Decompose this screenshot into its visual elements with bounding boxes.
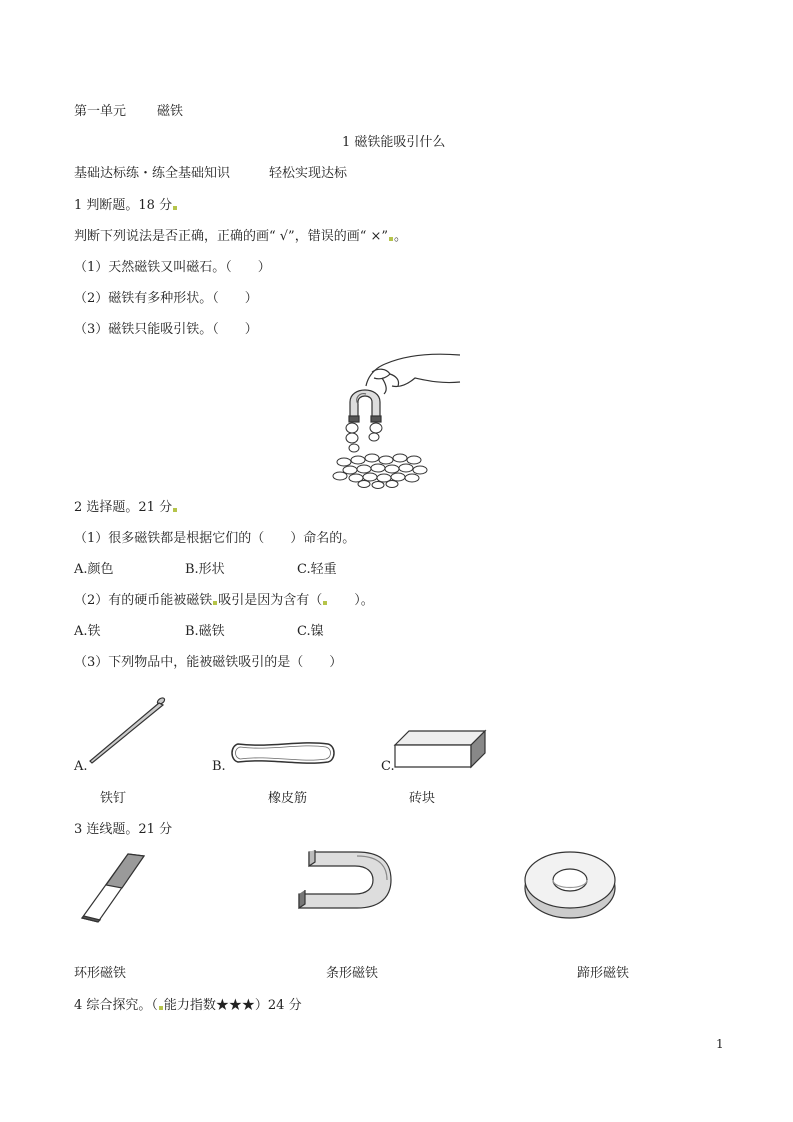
- q2-s1-stem: （1）很多磁铁都是根据它们的（ ）命名的。: [74, 531, 356, 546]
- marker-dot: [389, 237, 393, 241]
- q2-s2-option-a: A.铁: [74, 624, 101, 639]
- q2-s2-option-b: B.磁铁: [185, 624, 225, 639]
- q4-title: 4 综合探究。（ 能力指数★★★）24 分: [74, 998, 302, 1013]
- q2-s1-option-b: B.形状: [185, 562, 225, 577]
- bar-magnet-icon: [80, 852, 150, 924]
- marker-dot: [173, 206, 177, 210]
- q2-s3-caption-c: 砖块: [409, 791, 436, 806]
- brick-icon: [393, 729, 487, 769]
- ring-magnet-icon: [522, 850, 618, 920]
- magnet-coins-illustration: [330, 350, 465, 490]
- marker-dot: [159, 1006, 163, 1010]
- q2-s1-option-a: A.颜色: [74, 562, 114, 577]
- q1-item: （1）天然磁铁又叫磁石。（ ）: [74, 260, 271, 275]
- q2-s2-stem: （2）有的硬币能被磁铁 吸引是因为含有（ ）。: [74, 593, 374, 608]
- horseshoe-magnet-icon: [295, 850, 395, 912]
- unit-label: 第一单元: [74, 104, 127, 119]
- lesson-title: 1 磁铁能吸引什么: [342, 135, 446, 150]
- q3-label-bar: 条形磁铁: [326, 966, 379, 981]
- q2-s3-option-a: A.: [74, 759, 88, 774]
- q1-title: 1 判断题。18 分: [74, 198, 178, 214]
- q2-title: 2 选择题。21 分: [74, 500, 178, 516]
- marker-dot: [213, 601, 217, 605]
- unit-name: 磁铁: [157, 104, 184, 119]
- q2-s3-stem: （3）下列物品中，能被磁铁吸引的是（ ）: [74, 655, 343, 670]
- q1-item: （3）磁铁只能吸引铁。（ ）: [74, 322, 258, 337]
- rubber-band-icon: [230, 738, 336, 768]
- q1-instruction: 判断下列说法是否正确，正确的画“ √”，错误的画“ ×” 。: [74, 229, 408, 244]
- q3-label-ring: 环形磁铁: [74, 966, 127, 981]
- page-number: 1: [716, 1037, 724, 1051]
- q2-s3-caption-b: 橡皮筋: [268, 791, 308, 806]
- marker-dot: [323, 601, 327, 605]
- practice-slogan: 轻松实现达标: [269, 166, 348, 181]
- practice-label: 基础达标练・练全基础知识: [74, 166, 231, 181]
- q3-title: 3 连线题。21 分: [74, 822, 173, 837]
- q2-s1-option-c: C.轻重: [297, 562, 337, 577]
- q2-s2-option-c: C.镍: [297, 624, 324, 639]
- q2-s3-option-c: C.: [381, 759, 395, 774]
- nail-icon: [88, 695, 168, 765]
- q1-item: （2）磁铁有多种形状。（ ）: [74, 291, 258, 306]
- q2-s3-caption-a: 铁钉: [100, 791, 127, 806]
- q3-label-horseshoe: 蹄形磁铁: [577, 966, 630, 981]
- q2-s3-option-b: B.: [212, 759, 226, 774]
- marker-dot: [173, 508, 177, 512]
